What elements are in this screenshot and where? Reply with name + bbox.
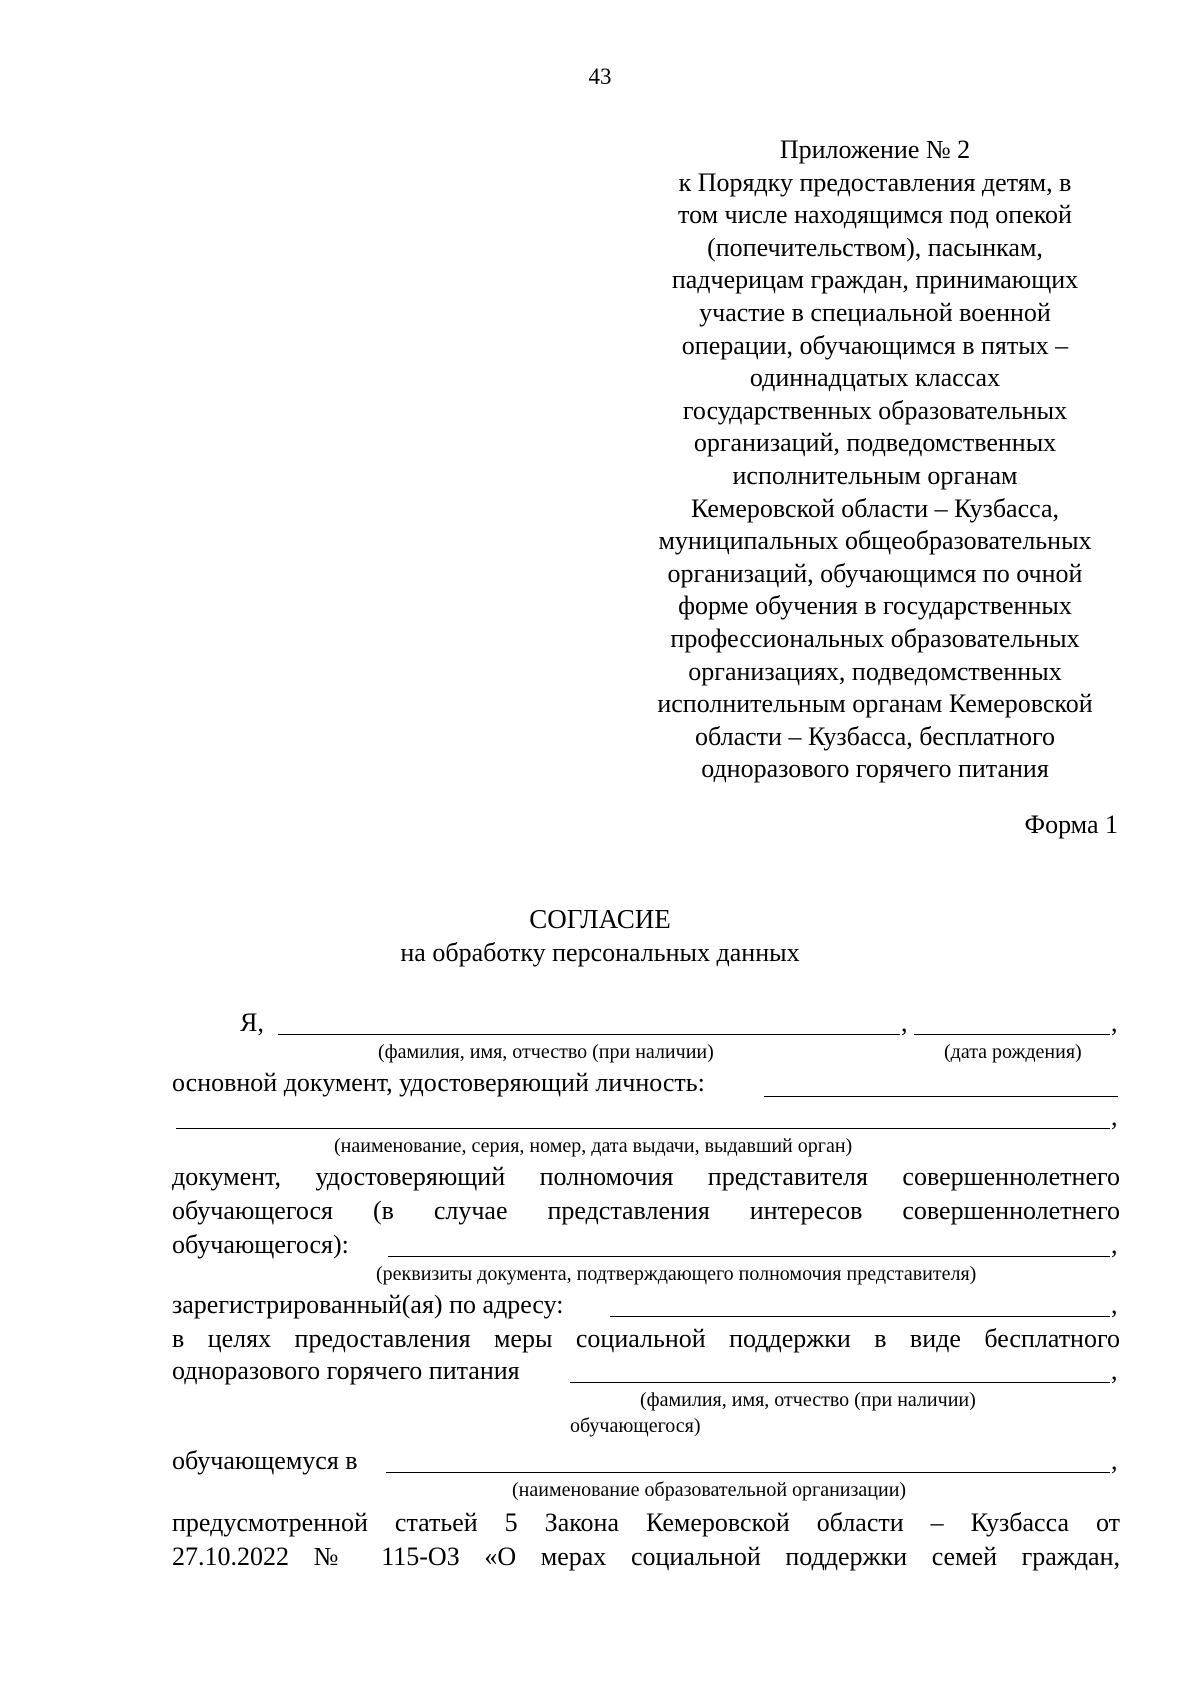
hint-student-name: (фамилия, имя, отчество (при наличии)	[640, 1389, 976, 1411]
comma: ,	[1111, 1008, 1118, 1037]
appendix-line: организаций, обучающимся по очной	[667, 558, 1083, 588]
comma: ,	[1111, 1290, 1118, 1319]
page-number: 43	[588, 64, 612, 89]
address-label: зарегистрированный(ая) по адресу:	[172, 1290, 564, 1319]
appendix-line: том числе находящимся под опекой	[678, 200, 1072, 230]
appendix-line: падчерицам граждан, принимающих	[671, 265, 1079, 295]
appendix-line: организаций, подведомственных	[693, 428, 1057, 458]
appendix-line: участие в специальной военной	[699, 297, 1051, 327]
id-document-label: основной документ, удостоверяющий личность:	[172, 1068, 705, 1097]
id-document-field-continued[interactable]	[176, 1128, 1110, 1129]
address-field[interactable]	[610, 1316, 1110, 1317]
hint-student-name-continued: обучающегося)	[570, 1415, 701, 1437]
comma: ,	[1111, 1102, 1118, 1131]
representative-label: обучающегося):	[172, 1230, 349, 1259]
appendix-block	[640, 134, 1110, 786]
school-field[interactable]	[386, 1472, 1110, 1473]
appendix-line: организациях, подведомственных	[688, 656, 1062, 686]
appendix-line: Приложение № 2	[779, 135, 971, 164]
student-name-field[interactable]	[570, 1382, 1110, 1383]
appendix-line: форме обучения в государственных	[678, 591, 1072, 621]
hint-id-document: (наименование, серия, номер, дата выдачи, выдавший орган)	[334, 1135, 853, 1157]
hint-school: (наименование образовательной организации)	[512, 1479, 907, 1501]
school-label: обучающемуся в	[172, 1446, 358, 1475]
comma: ,	[1111, 1356, 1118, 1385]
id-document-field[interactable]	[764, 1096, 1118, 1097]
document-subtitle: на обработку персональных данных	[400, 938, 800, 967]
appendix-line: к Порядку предоставления детям, в	[678, 167, 1072, 197]
hint-representative: (реквизиты документа, подтверждающего полномочия представителя)	[376, 1263, 977, 1285]
appendix-line: (попечительством), пасынкам,	[707, 232, 1043, 262]
comma: ,	[1111, 1446, 1118, 1475]
appendix-line: исполнительным органам	[732, 460, 1018, 490]
birth-date-field[interactable]	[914, 1034, 1110, 1035]
appendix-line: Кемеровской области – Кузбасса,	[690, 493, 1060, 523]
law-text-line: предусмотренной статьей 5 Закона Кемеровской области – Кузбасса от	[172, 1508, 1120, 1537]
hint-birth-date: (дата рождения)	[944, 1041, 1082, 1063]
comma: ,	[901, 1008, 908, 1037]
appendix-line: профессиональных образовательных	[670, 623, 1080, 653]
appendix-line: исполнительным органам Кемеровской	[657, 689, 1093, 719]
hint-full-name: (фамилия, имя, отчество (при наличии)	[378, 1041, 714, 1063]
representative-document-field[interactable]	[388, 1256, 1110, 1257]
representative-text-line: документ, удостоверяющий полномочия представителя совершеннолетнего	[172, 1162, 1120, 1191]
full-name-field[interactable]	[278, 1034, 900, 1035]
ya-label: Я,	[240, 1008, 264, 1037]
form-label: Форма 1	[1024, 810, 1118, 839]
purpose-label: одноразового горячего питания	[172, 1356, 520, 1385]
appendix-line: области – Кузбасса, бесплатного	[695, 721, 1055, 751]
law-text-line: 27.10.2022 № 115-ОЗ «О мерах социальной поддержки семей граждан,	[172, 1542, 1120, 1571]
appendix-line: государственных образовательных	[682, 395, 1068, 425]
appendix-line: одиннадцатых классах	[749, 363, 1001, 393]
representative-text-line: обучающегося (в случае представления интересов совершеннолетнего	[172, 1196, 1120, 1225]
document-title: СОГЛАСИЕ	[529, 904, 671, 934]
purpose-text-line: в целях предоставления меры социальной поддержки в виде бесплатного	[172, 1324, 1120, 1353]
comma: ,	[1111, 1230, 1118, 1259]
appendix-line: муниципальных общеобразовательных	[658, 526, 1092, 556]
appendix-line: одноразового горячего питания	[701, 754, 1049, 784]
appendix-line: операции, обучающимся в пятых –	[681, 330, 1069, 360]
